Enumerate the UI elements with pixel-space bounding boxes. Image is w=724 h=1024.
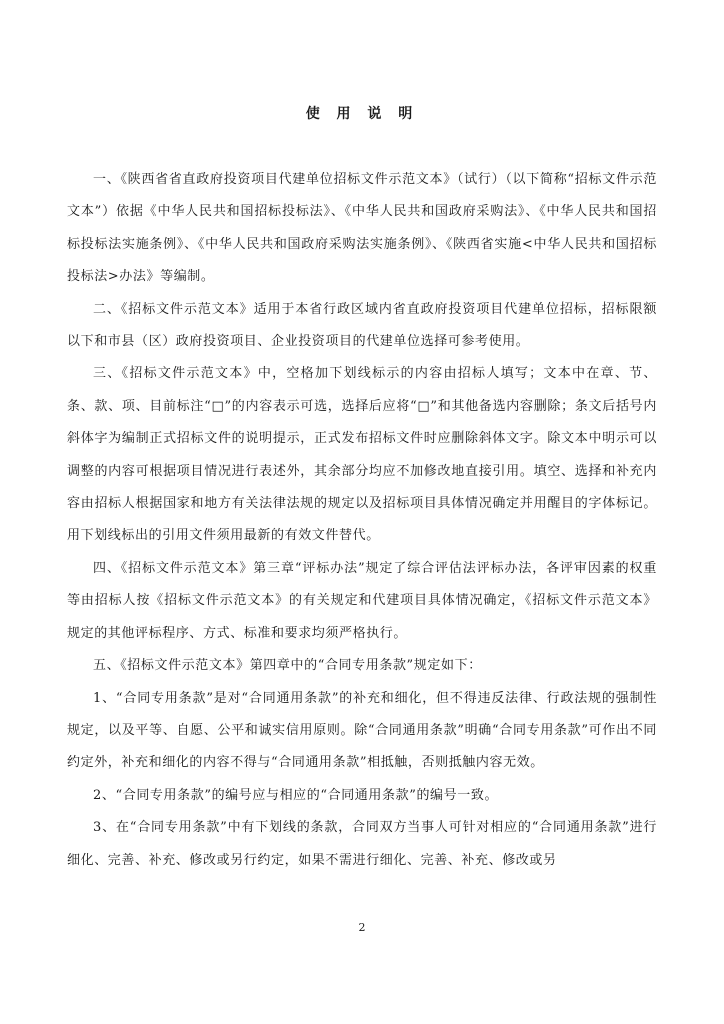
paragraph-1: 一、《陕西省省直政府投资项目代建单位招标文件示范文本》（试行）（以下简称“招标文件示范文本”）依据《中华人民共和国招标投标法》、《中华人民共和国政府采购法》、《中华人民共和国招标投标法实施条例》、《中华人民共和国政府采购法实施条例》、《陕西省实施<中华人民共和国招标投标法>办法》等编制。 <box>67 172 657 285</box>
paragraph-7: 2、“合同专用条款”的编号应与相应的“合同通用条款”的编号一致。 <box>93 787 499 803</box>
paragraph-2: 二、《招标文件示范文本》适用于本省行政区域内省直政府投资项目代建单位招标，招标限额以下和市县（区）政府投资项目、企业投资项目的代建单位选择可参考使用。 <box>67 301 657 350</box>
paragraph-4: 四、《招标文件示范文本》第三章“评标办法”规定了综合评估法评标办法，各评审因素的权重等由招标人按《招标文件示范文本》的有关规定和代建项目具体情况确定，《招标文件示范文本》规定的其他评标程序、方式、标准和要求均须严格执行。 <box>67 560 657 641</box>
page-title: 使 用 说 明 <box>305 106 419 122</box>
paragraph-3: 三、《招标文件示范文本》中，空格加下划线标示的内容由招标人填写；文本中在章、节、条、款、项、目前标注“□”的内容表示可选，选择后应将“□”和其他备选内容删除；条文后括号内斜体字为编制正式招标文件的说明提示，正式发布招标文件时应删除斜体文字。除文本中明示可以调整的内容可根据项目情况进行表述外，其余部分均应不加修改地直接引用。填空、选择和补充内容由招标人根据国家和地方有关法律法规的规定以及招标项目具体情况确定并用醒目的字体标记。用下划线标出的引用文件须用最新的有效文件替代。 <box>67 366 657 544</box>
page-number: 2 <box>358 921 366 934</box>
paragraph-6: 1、“合同专用条款”是对“合同通用条款”的补充和细化，但不得违反法律、行政法规的强制性规定，以及平等、自愿、公平和诚实信用原则。除“合同通用条款”明确“合同专用条款”可作出不同约定外，补充和细化的内容不得与“合同通用条款”相抵触，否则抵触内容无效。 <box>67 690 657 771</box>
document-body <box>67 164 657 877</box>
paragraph-5: 五、《招标文件示范文本》第四章中的“合同专用条款”规定如下： <box>93 658 482 674</box>
paragraph-8: 3、在“合同专用条款”中有下划线的条款，合同双方当事人可针对相应的“合同通用条款”进行细化、完善、补充、修改或另行约定，如果不需进行细化、完善、补充、修改或另 <box>67 820 657 868</box>
